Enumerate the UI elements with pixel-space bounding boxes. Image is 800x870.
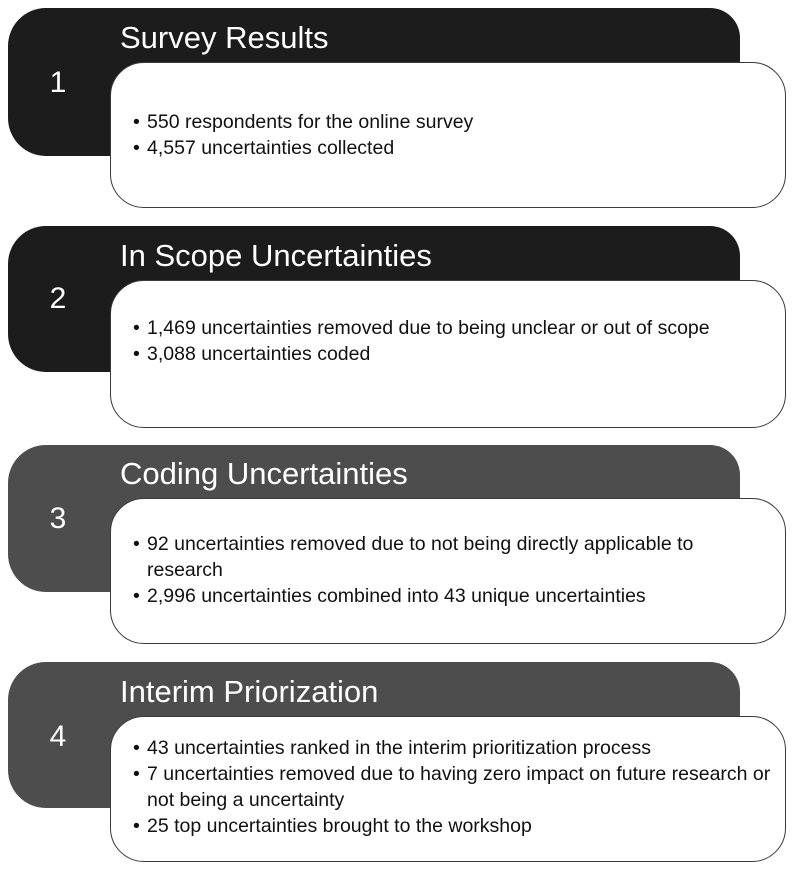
step-3-number: 3: [49, 502, 67, 535]
list-item: • 550 respondents for the online survey: [133, 111, 474, 133]
list-item: • 3,088 uncertainties coded: [133, 343, 371, 365]
bullet-icon: •: [133, 737, 140, 759]
step-3-card: [110, 498, 786, 644]
list-item: • 1,469 uncertainties removed due to being unclear or out of scope: [133, 317, 710, 339]
step-2-bullets: [133, 315, 771, 367]
step-1-title: Survey Results: [120, 20, 329, 55]
step-2-card: [110, 280, 786, 428]
list-item: • 43 uncertainties ranked in the interim prioritization process: [133, 737, 652, 759]
bullet-icon: •: [133, 343, 140, 365]
step-3-title: Coding Uncertainties: [120, 456, 408, 491]
bullet-icon: •: [133, 111, 140, 133]
step-1-card: [110, 62, 786, 208]
list-item: • 25 top uncertainties brought to the workshop: [133, 815, 532, 837]
bullet-icon: •: [133, 533, 140, 555]
list-item: • 4,557 uncertainties collected: [133, 137, 395, 159]
bullet-icon: •: [133, 585, 140, 607]
step-3-bullets: [133, 531, 771, 609]
bullet-icon: •: [133, 815, 140, 837]
step-1-bullets: [133, 109, 771, 161]
step-4-card: [110, 716, 786, 862]
bullet-icon: •: [133, 763, 140, 785]
list-item: • 92 uncertainties removed due to not being directly applicable to research: [133, 533, 694, 581]
step-2-number: 2: [49, 282, 67, 315]
list-item: • 2,996 uncertainties combined into 43 unique uncertainties: [133, 585, 646, 607]
step-4-title: Interim Priorization: [120, 674, 379, 709]
bullet-icon: •: [133, 317, 140, 339]
step-4-number: 4: [49, 720, 67, 753]
step-2-title: In Scope Uncertainties: [120, 238, 432, 273]
list-item: • 7 uncertainties removed due to having zero impact on future research or not being a uncertainty: [133, 763, 771, 811]
step-4-bullets: [133, 735, 771, 839]
step-1-number: 1: [49, 66, 67, 99]
bullet-icon: •: [133, 137, 140, 159]
